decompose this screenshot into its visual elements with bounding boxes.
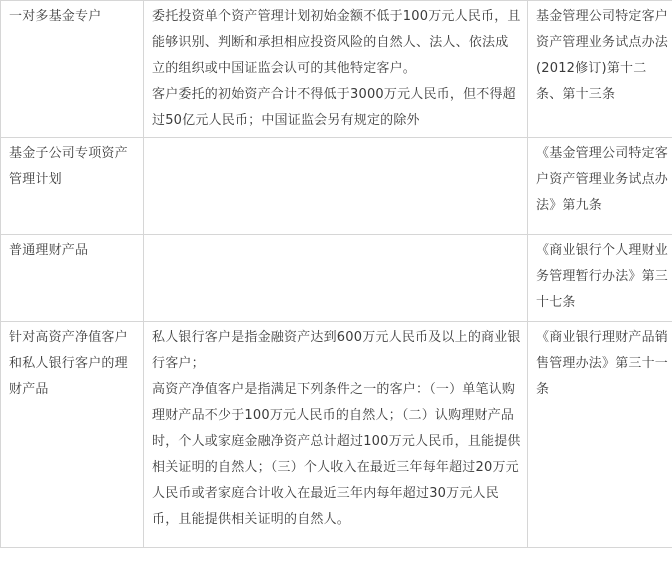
product-name: 一对多基金专户 bbox=[9, 9, 102, 24]
requirement-cell bbox=[144, 138, 528, 235]
requirement-paragraph: 高资产净值客户是指满足下列条件之一的客户：（一）单笔认购理财产品不少于100万元人民币的自然人；（二）认购理财产品时，个人或家庭金融净资产总计超过100万元人民币，且能提供相关证明的自然人；（三）个人收入在最近三年每年超过20万元人民币或者家庭合计收入在最近三年内每年超过30万元人民币，且能提供相关证明的自然人。 bbox=[152, 382, 521, 527]
requirement-cell bbox=[144, 1, 528, 138]
legal-basis: 《商业银行个人理财业务管理暂行办法》第三十七条 bbox=[536, 243, 669, 310]
legal-basis: 《商业银行理财产品销售管理办法》第三十一条 bbox=[536, 330, 669, 397]
basis-cell bbox=[528, 1, 672, 138]
basis-cell bbox=[528, 322, 672, 548]
product-name: 普通理财产品 bbox=[9, 243, 89, 258]
product-cell bbox=[1, 235, 144, 322]
table-row bbox=[1, 235, 672, 322]
product-cell bbox=[1, 322, 144, 548]
requirement-paragraph: 私人银行客户是指金融资产达到600万元人民币及以上的商业银行客户； bbox=[152, 330, 521, 371]
table-row bbox=[1, 1, 672, 138]
requirement-cell bbox=[144, 322, 528, 548]
table-row bbox=[1, 322, 672, 548]
product-name: 基金子公司专项资产管理计划 bbox=[9, 146, 128, 187]
product-name: 针对高资产净值客户和私人银行客户的理财产品 bbox=[9, 330, 128, 397]
requirement-cell bbox=[144, 235, 528, 322]
legal-basis: 《基金管理公司特定客户资产管理业务试点办法》第九条 bbox=[536, 146, 669, 213]
basis-cell bbox=[528, 235, 672, 322]
legal-basis: 基金管理公司特定客户资产管理业务试点办法(2012修订)第十二条、第十三条 bbox=[536, 9, 669, 102]
product-cell bbox=[1, 1, 144, 138]
requirement-paragraph: 委托投资单个资产管理计划初始金额不低于100万元人民币，且能够识别、判断和承担相应投资风险的自然人、法人、依法成立的组织或中国证监会认可的其他特定客户。 bbox=[152, 9, 521, 76]
product-cell bbox=[1, 138, 144, 235]
basis-cell bbox=[528, 138, 672, 235]
table-row bbox=[1, 138, 672, 235]
requirement-paragraph: 客户委托的初始资产合计不得低于3000万元人民币，但不得超过50亿元人民币；中国证监会另有规定的除外 bbox=[152, 87, 516, 128]
